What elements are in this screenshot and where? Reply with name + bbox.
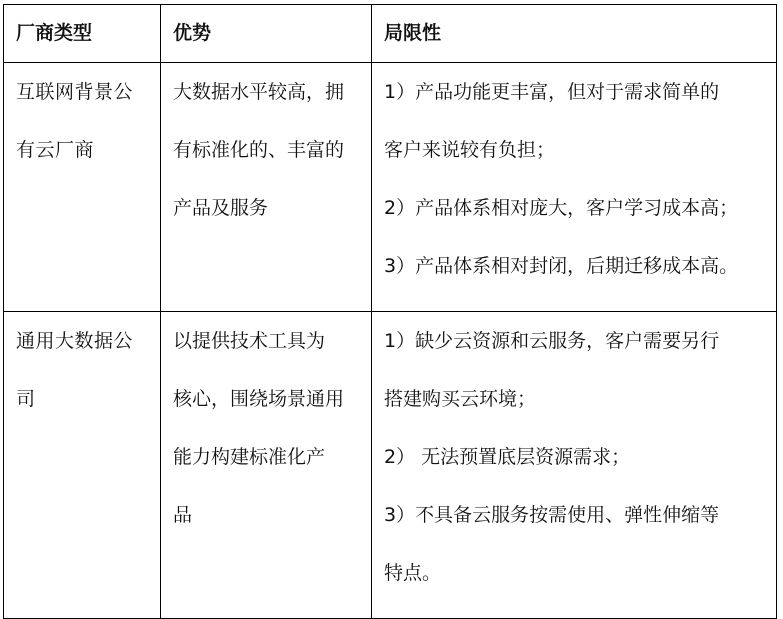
text-line: 互联网背景公 <box>16 81 134 103</box>
text-line: 有云厂商 <box>16 139 95 161</box>
limitation-cell <box>372 63 777 312</box>
advantage-cell <box>161 63 372 312</box>
header-row <box>4 5 777 63</box>
vendor-type-cell <box>4 312 161 619</box>
vendor-type-cell <box>4 63 161 312</box>
advantage-cell <box>161 312 372 619</box>
text-line: 大数据水平较高，拥 <box>173 81 345 103</box>
text-line: 搭建购买云环境； <box>384 388 537 410</box>
text-line: 客户来说较有负担； <box>384 139 556 161</box>
header-limitations: 局限性 <box>372 5 777 63</box>
text-line: 1）缺少云资源和云服务，客户需要另行 <box>384 330 720 352</box>
text-line: 特点。 <box>384 562 442 584</box>
header-advantages: 优势 <box>161 5 372 63</box>
text-line: 核心，围绕场景通用 <box>173 388 345 410</box>
text-line: 3）产品体系相对封闭，后期迁移成本高。 <box>384 255 739 277</box>
text-line: 1）产品功能更丰富，但对于需求简单的 <box>384 81 720 103</box>
table-row <box>4 312 777 619</box>
table-row <box>4 63 777 312</box>
limitation-cell <box>372 312 777 619</box>
text-line: 以提供技术工具为 <box>173 330 326 352</box>
text-line: 3）不具备云服务按需使用、弹性伸缩等 <box>384 504 720 526</box>
header-vendor-type: 厂商类型 <box>4 5 161 63</box>
text-line: 品 <box>173 504 193 526</box>
text-line: 有标准化的、丰富的 <box>173 139 345 161</box>
text-line: 2） 无法预置底层资源需求； <box>384 446 631 468</box>
text-line: 2）产品体系相对庞大，客户学习成本高； <box>384 197 739 219</box>
text-line: 通用大数据公 <box>16 330 134 352</box>
vendor-comparison-table <box>3 4 777 619</box>
text-line: 司 <box>16 388 36 410</box>
text-line: 产品及服务 <box>173 197 269 219</box>
text-line: 能力构建标准化产 <box>173 446 326 468</box>
